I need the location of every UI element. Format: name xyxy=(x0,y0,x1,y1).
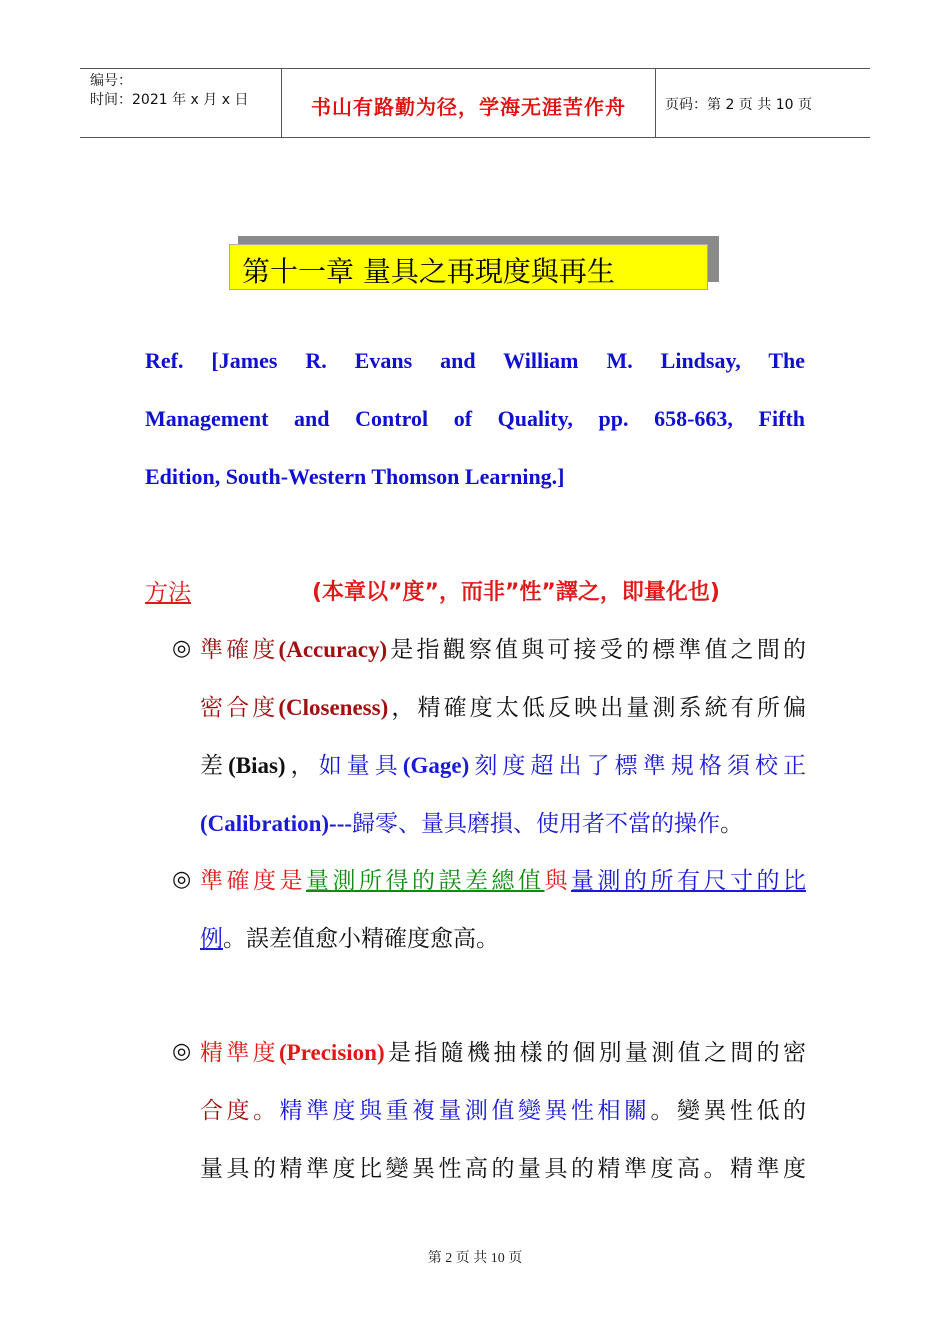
method-note: (本章以”度”，而非”性”譯之，即量化也) xyxy=(312,580,720,605)
bullet-1: ◎ xyxy=(172,636,192,661)
header-motto-cell xyxy=(281,69,656,137)
p2-line-1: 準確度是量測所得的誤差總值與量測的所有尺寸的比 xyxy=(200,868,806,894)
p3-line-2: 合度。精準度與重複量測值變異性相關。變異性低的 xyxy=(200,1098,806,1124)
page-header xyxy=(80,68,870,138)
number-label: 编号： xyxy=(90,73,132,89)
chapter-title: 第十一章 量具之再現度與再生 xyxy=(242,255,615,288)
header-page-cell xyxy=(655,69,870,137)
chapter-title-box xyxy=(229,244,708,290)
method-label: 方法 xyxy=(145,580,191,606)
p3-line-1: 精準度(Precision)是指隨機抽樣的個別量測值之間的密 xyxy=(200,1040,807,1066)
reference-line-1: Ref. [James R. Evans and William M. Lindsay, The xyxy=(145,348,805,373)
reference-line-2: Management and Control of Quality, pp. 658-663, Fifth xyxy=(145,406,805,431)
reference-line-3: Edition, South-Western Thomson Learning.] xyxy=(145,464,565,489)
bullet-3: ◎ xyxy=(172,1039,192,1064)
page-footer: 第 2 页 共 10 页 xyxy=(427,1251,523,1266)
header-meta-cell xyxy=(80,69,280,137)
date-label: 时间：2021 年 x 月 x 日 xyxy=(90,92,249,108)
bullet-2: ◎ xyxy=(172,867,192,892)
p1-line-2: 密合度(Closeness)，精確度太低反映出量測系統有所偏 xyxy=(200,695,807,721)
motto: 书山有路勤为径，学海无涯苦作舟 xyxy=(311,95,626,119)
p2-line-2: 例。誤差值愈小精確度愈高。 xyxy=(200,926,499,952)
p3-line-3: 量具的精準度比變異性高的量具的精準度高。精準度 xyxy=(200,1156,806,1182)
header-page-info: 页码：第 2 页 共 10 页 xyxy=(665,97,812,113)
p1-line-4: (Calibration)---歸零、量具磨損、使用者不當的操作。 xyxy=(200,811,744,837)
p1-line-3: 差(Bias)，如量具(Gage)刻度超出了標準規格須校正 xyxy=(200,753,807,779)
p1-line-1: 準確度(Accuracy)是指觀察值與可接受的標準值之間的 xyxy=(200,637,807,663)
